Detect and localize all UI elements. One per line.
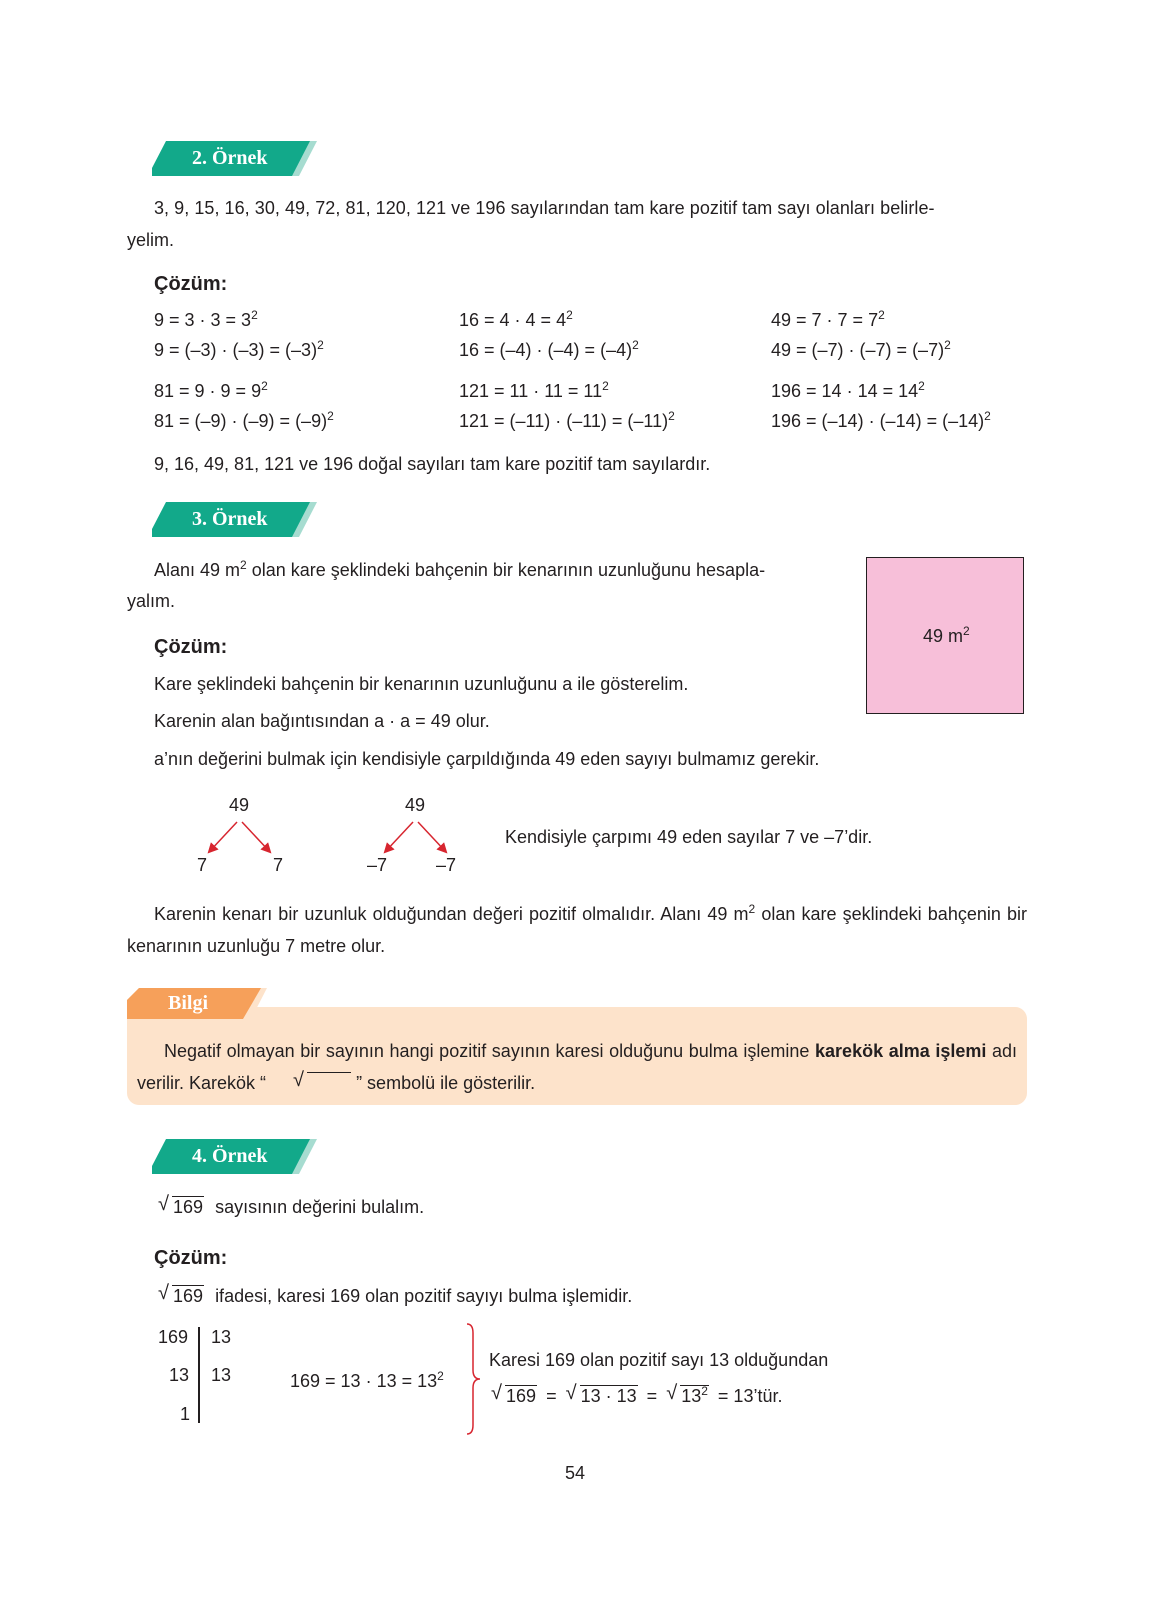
division-n3: 1 — [180, 1404, 191, 1424]
division-n1: 169 — [158, 1327, 189, 1347]
ex2-col1-row1: $9 = 3 \cdot 3 = 3^2$ — [154, 308, 258, 330]
example-3-title: 3. Örnek — [192, 508, 268, 530]
tree2-left: –7 — [367, 855, 388, 875]
example-3-question-line1: Alanı 49 $m^2$ olan kare şeklindeki bahçenin bir kenarının uzunluğunu hesapla- — [154, 558, 766, 580]
ex2-col1-row3: $81 = 9 \cdot 9 = 9^2$ — [154, 379, 268, 401]
tree1-top: 49 — [229, 795, 250, 815]
sqrt-169: √ 169 — [491, 1382, 537, 1406]
example-4-question: √ 169 sayısının değerini bulalım. — [158, 1193, 425, 1217]
tree1-right: 7 — [273, 855, 284, 875]
ex2-col2-row1: $16 = 4 \cdot 4 = 4^2$ — [459, 308, 573, 330]
example-4-result-line1: Karesi 169 olan pozitif sayı 13 olduğundan — [489, 1350, 829, 1370]
tree1-right-arrow — [242, 822, 270, 852]
ex2-col2-row2: $16 = (-4) \cdot (-4) = (-4)^2$ — [459, 338, 639, 360]
example-4-solution-label: Çözüm: — [154, 1247, 228, 1269]
division-n2: 13 — [169, 1365, 190, 1385]
sqrt-symbol-icon: √ — [266, 1067, 351, 1099]
ex2-col2-row3: $121 = 11 \cdot 11 = 11^2$ — [459, 379, 609, 401]
example-2-solution-label: Çözüm: — [154, 273, 228, 295]
example-3-solution-label: Çözüm: — [154, 636, 228, 658]
division-d1: 13 — [211, 1327, 232, 1347]
example-3-line1: Kare şeklindeki bahçenin bir kenarının uzunluğunu a ile gösterelim. — [154, 674, 689, 694]
garden-square-label: 49 $m^2$ — [923, 624, 970, 646]
tree1-left-arrow — [209, 822, 237, 852]
ex2-col3-row3: $196 = 14 \cdot 14 = 14^2$ — [771, 379, 925, 401]
division-line — [198, 1327, 200, 1423]
ex2-col1-row4: $81 = (-9) \cdot (-9) = (-9)^2$ — [154, 409, 334, 431]
sqrt-169: √ 169 — [158, 1193, 204, 1217]
sqrt-169: √ 169 — [158, 1282, 204, 1306]
sqrt-13-squared: √ $13^2$ — [666, 1382, 708, 1406]
tree2-right: –7 — [436, 855, 457, 875]
example-3-final: Karenin kenarı bir uzunluk olduğundan değeri pozitif olmalıdır. Alanı 49 $m^2$ olan kare şeklindeki bahçenin bir kenarının uzunluğu 7 metre olur. — [127, 902, 1027, 956]
info-text: Negatif olmayan bir sayının hangi pozitif sayının karesi olduğunu bulma işlemine karekök alma işlemi adı verilir. Karekök “ √ ” sembolü ile gösterilir. — [137, 1035, 1017, 1099]
example-2-conclusion: 9, 16, 49, 81, 121 ve 196 doğal sayıları tam kare pozitif tam sayılardır. — [154, 454, 711, 474]
tree2-left-arrow — [385, 822, 413, 852]
division-d2: 13 — [211, 1365, 232, 1385]
ex2-col2-row4: $121 = (-11) \cdot (-11) = (-11)^2$ — [459, 409, 675, 431]
example-2-question-line2: yelim. — [127, 230, 175, 250]
tree2-top: 49 — [405, 795, 426, 815]
info-title: Bilgi — [168, 992, 209, 1014]
example-4-result-line2: √ 169 = √ 13 · 13 = √ $13^2$ = 13’tür. — [491, 1382, 783, 1406]
example-2-question-line1: 3, 9, 15, 16, 30, 49, 72, 81, 120, 121 ve 196 sayılarından tam kare pozitif tam sayı olanları belirle- — [154, 198, 935, 218]
example-2-title: 2. Örnek — [192, 147, 268, 169]
example-4-explain: √ 169 ifadesi, karesi 169 olan pozitif sayıyı bulma işlemidir. — [158, 1282, 633, 1306]
tree-note: Kendisiyle çarpımı 49 eden sayılar 7 ve –7’dir. — [505, 827, 873, 847]
example-3-line3: a’nın değerini bulmak için kendisiyle çarpıldığında 49 eden sayıyı bulmamız gerekir. — [154, 749, 820, 769]
example-4-banner — [152, 1139, 317, 1174]
example-4-title: 4. Örnek — [192, 1145, 268, 1167]
ex2-col3-row2: $49 = (-7) \cdot (-7) = (-7)^2$ — [771, 338, 951, 360]
example-4-equation: $169 = 13 \cdot 13 = 13^2$ — [290, 1369, 444, 1391]
info-banner — [127, 988, 267, 1023]
red-brace — [466, 1323, 482, 1435]
tree2-right-arrow — [418, 822, 446, 852]
page-number: 54 — [565, 1463, 586, 1483]
ex2-col1-row2: $9 = (-3) \cdot (-3) = (-3)^2$ — [154, 338, 324, 360]
ex2-col3-row1: $49 = 7 \cdot 7 = 7^2$ — [771, 308, 885, 330]
sqrt-13-13: √ 13 · 13 — [565, 1382, 637, 1406]
example-3-question-line2: yalım. — [127, 591, 176, 611]
example-3-line2: Karenin alan bağıntısından a · a = 49 olur. — [154, 711, 490, 731]
ex2-col3-row4: $196 = (-14) \cdot (-14) = (-14)^2$ — [771, 409, 991, 431]
tree1-left: 7 — [197, 855, 208, 875]
